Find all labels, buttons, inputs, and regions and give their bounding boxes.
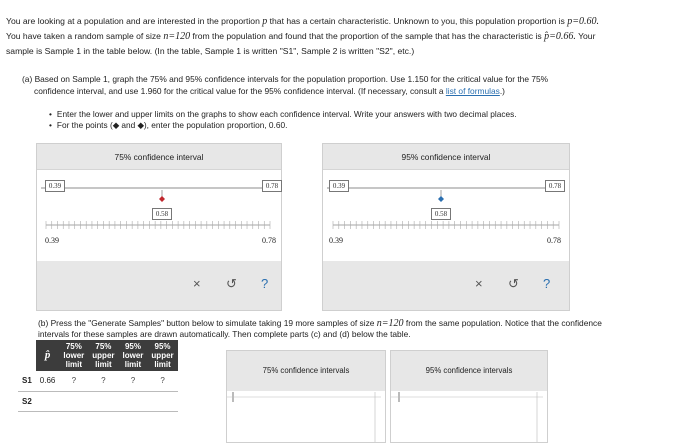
row-label: S2: [18, 391, 36, 411]
answer-cell[interactable]: ?: [59, 371, 88, 391]
ci-95-title: 95% confidence intervals: [391, 351, 547, 391]
population-point-95[interactable]: [438, 196, 444, 202]
graph-95-title: 95% confidence interval: [401, 152, 491, 162]
graph-95-toolbar: [323, 276, 569, 296]
p-symbol: p: [262, 16, 268, 27]
bullet-item: • For the points (◆ and ◆), enter the population proportion, 0.60.: [58, 120, 517, 131]
intro-text: from the population and found that the proportion of the sample that has the characteristic is: [190, 31, 545, 41]
intro-text: sample is Sample 1 in the table below. (In the table, Sample 1 is written "S1", Sample 2 is written "S2", etc.): [6, 46, 415, 56]
instruction-bullets: [58, 109, 517, 131]
point-box-95[interactable]: 0.58: [431, 208, 451, 220]
answer-cell[interactable]: ?: [119, 371, 148, 391]
value-cell: [147, 391, 177, 411]
row-label: S1: [18, 371, 36, 391]
upper-limit-box-95[interactable]: 0.78: [545, 180, 565, 192]
point-box-75[interactable]: 0.58: [152, 208, 172, 220]
graph-95-panel: [322, 143, 570, 311]
samples-table: [18, 340, 178, 412]
part-b-text: (b) Press the "Generate Samples" button below to simulate taking 19 more samples of size: [38, 318, 377, 328]
population-proportion: p=0.60.: [567, 16, 599, 27]
ci-75-title: 75% confidence intervals: [227, 351, 385, 391]
axis-max-95: 0.78: [547, 236, 561, 245]
part-b-instructions: [38, 318, 698, 340]
clear-icon[interactable]: ×: [193, 276, 201, 291]
help-icon[interactable]: ?: [543, 276, 551, 291]
sample-size: n=120: [163, 31, 191, 42]
value-cell: [88, 391, 118, 411]
value-cell: [119, 391, 148, 411]
phat-header: p̂: [36, 340, 60, 371]
population-point-75[interactable]: [159, 196, 165, 202]
sample-size: n=120: [376, 318, 404, 329]
corner-header: [18, 340, 36, 371]
graph-75-plot[interactable]: [37, 169, 281, 261]
graph-75-toolbar: [37, 276, 281, 296]
phat-cell: 0.66: [36, 371, 60, 391]
value-cell: [59, 391, 88, 411]
intro-text: You have taken a random sample of size: [6, 31, 164, 41]
intro-text: Your: [575, 31, 596, 41]
column-header: 75% upper limit: [88, 340, 118, 371]
help-icon[interactable]: ?: [261, 276, 269, 291]
clear-icon[interactable]: ×: [475, 276, 483, 291]
axis-min-75: 0.39: [45, 236, 59, 245]
part-b-text: intervals for these samples are drawn automatically. Then complete parts (c) and (d) below the table.: [38, 329, 411, 339]
problem-intro: [6, 14, 696, 58]
part-a-instructions: [22, 73, 672, 97]
intro-text: You are looking at a population and are interested in the proportion: [6, 16, 263, 26]
axis-min-95: 0.39: [329, 236, 343, 245]
ci-75-chart: [227, 392, 385, 442]
table-row: [18, 391, 178, 411]
part-a-text: .): [499, 86, 505, 96]
table-header-row: [18, 340, 178, 371]
lower-limit-box-75[interactable]: 0.39: [45, 180, 65, 192]
answer-cell[interactable]: ?: [88, 371, 118, 391]
column-header: 95% upper limit: [147, 340, 177, 371]
upper-limit-box-75[interactable]: 0.78: [262, 180, 282, 192]
lower-limit-box-95[interactable]: 0.39: [329, 180, 349, 192]
graph-75-title: 75% confidence interval: [114, 152, 204, 162]
sample-proportion: p̂=0.66.: [544, 31, 576, 42]
phat-cell: [36, 391, 60, 411]
ci-95-panel: [390, 350, 548, 443]
answer-cell[interactable]: ?: [147, 371, 177, 391]
undo-icon[interactable]: ↺: [508, 276, 519, 291]
undo-icon[interactable]: ↺: [226, 276, 237, 291]
part-a-text: confidence interval, and use 1.960 for the critical value for the 95% confidence interval. (If necessary, consult a: [34, 86, 446, 96]
graph-75-panel: [36, 143, 282, 311]
intro-text: that has a certain characteristic. Unknown to you, this population proportion is: [267, 16, 568, 26]
formulas-link[interactable]: list of formulas: [445, 86, 500, 96]
graph-95-plot[interactable]: [323, 169, 569, 261]
part-b-text: from the same population. Notice that the confidence: [403, 318, 602, 328]
axis-max-75: 0.78: [262, 236, 276, 245]
table-row: [18, 371, 178, 391]
part-a-text: (a) Based on Sample 1, graph the 75% and 95% confidence intervals for the population proportion. Use 1.150 for the critical value for the 75%: [22, 74, 549, 84]
ci-95-chart: [391, 392, 547, 442]
column-header: 95% lower limit: [119, 340, 148, 371]
column-header: 75% lower limit: [59, 340, 88, 371]
ci-75-panel: [226, 350, 386, 443]
bullet-item: • Enter the lower and upper limits on the graphs to show each confidence interval. Write your answers with two decimal places.: [58, 109, 517, 120]
